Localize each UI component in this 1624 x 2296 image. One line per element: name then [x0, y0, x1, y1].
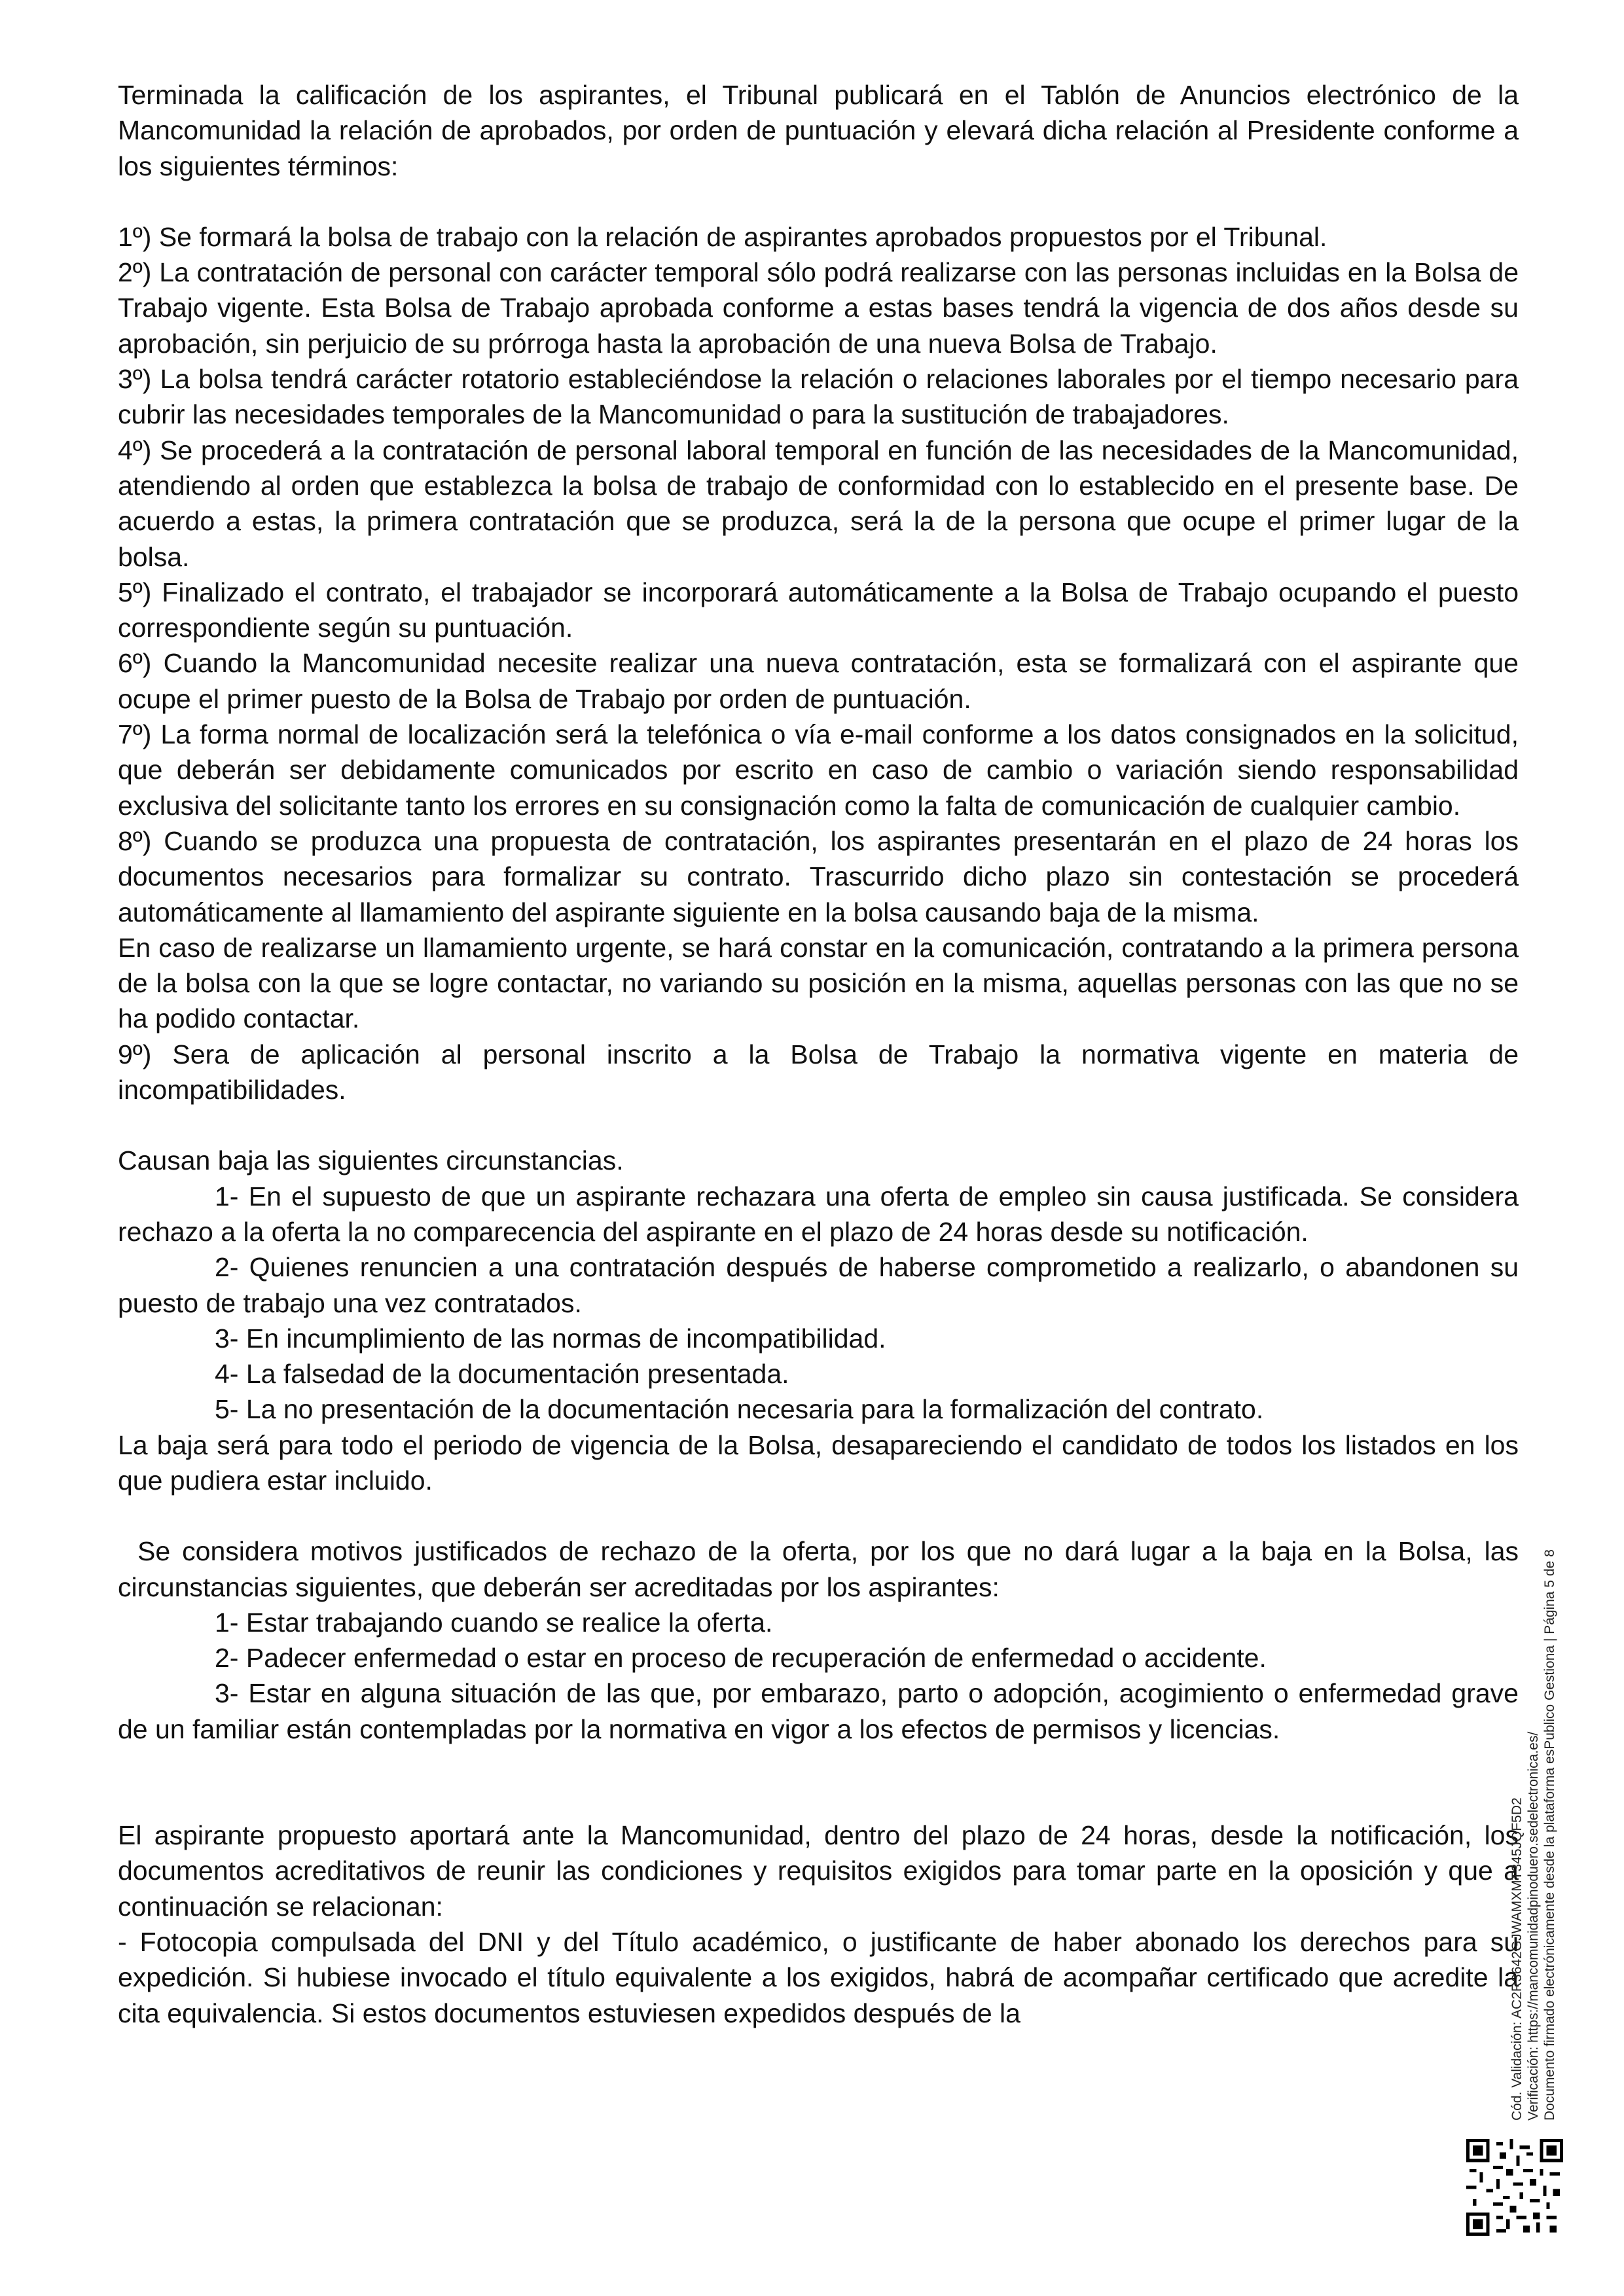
validation-code: Cód. Validación: AC2R3642GJWAMXMT345JQF5D2 — [1509, 1797, 1525, 2121]
verification-url: Verificación: https://mancomunidadpinoduero.sedelectronica.es/ — [1526, 1731, 1541, 2121]
spacer — [118, 1498, 1519, 1534]
term-8-urgent: En caso de realizarse un llamamiento urgente, se hará constar en la comunicación, contratando a la primera persona de la bolsa con la que se logre contactar, no variando su posición en la misma, aquellas personas con las que no se ha podido contactar. — [118, 932, 1519, 1034]
term-4: 4º) Se procederá a la contratación de personal laboral temporal en función de las necesidades de la Mancomunidad, atendiendo al orden que establezca la bolsa de trabajo de conformidad con lo establecido en el presente base. De acuerdo a estas, la primera contratación que se produzca, será la de la persona que ocupe el primer lugar de la bolsa. — [118, 435, 1519, 572]
term-8: 8º) Cuando se produzca una propuesta de contratación, los aspirantes presentarán en el plazo de 24 horas los documentos necesarios para formalizar su contrato. Trascurrido dicho plazo sin contestación se procederá automáticamente al llamamiento del aspirante siguiente en la bolsa causando baja de la misma. — [118, 825, 1519, 927]
motivo-item-1: 1- Estar trabajando cuando se realice la oferta. — [215, 1607, 773, 1638]
baja-item-2: 2- Quienes renuncien a una contratación después de haberse comprometido a realizarlo, o abandonen su puesto de trabajo una vez contratados. — [118, 1252, 1519, 1318]
verification-sidebar — [1509, 1549, 1558, 2121]
term-6: 6º) Cuando la Mancomunidad necesite realizar una nueva contratación, esta se formalizará con el aspirante que ocupe el primer puesto de la Bolsa de Trabajo por orden de puntuación. — [118, 648, 1519, 714]
baja-item-4: 4- La falsedad de la documentación presentada. — [215, 1359, 789, 1390]
motivos-intro: Se considera motivos justificados de rechazo de la oferta, por los que no dará lugar a la baja en la Bolsa, las circunstancias siguientes, que deberán ser acreditadas por los aspirantes: — [118, 1536, 1519, 1602]
term-2: 2º) La contratación de personal con carácter temporal sólo podrá realizarse con las personas incluidas en la Bolsa de Trabajo vigente. Esta Bolsa de Trabajo aprobada conforme a estas bases tendrá la vigencia de dos años desde su aprobación, sin perjuicio de su prórroga hasta la aprobación de una nueva Bolsa de Trabajo. — [118, 257, 1519, 359]
signature-note: Documento firmado electrónicamente desde la plataforma esPublico Gestiona | Página 5 de 8 — [1542, 1549, 1557, 2121]
spacer — [118, 1747, 1519, 1818]
intro-paragraph: Terminada la calificación de los aspirantes, el Tribunal publicará en el Tablón de Anuncios electrónico de la Mancomunidad la relación de aprobados, por orden de puntuación y elevará dicha relación al Presidente conforme a los siguientes términos: — [118, 80, 1519, 181]
aspirante-intro: El aspirante propuesto aportará ante la Mancomunidad, dentro del plazo de 24 horas, desde la notificación, los documentos acreditativos de reunir las condiciones y requisitos exigidos para tomar parte en la oposición y que a continuación se relacionan: — [118, 1820, 1519, 1922]
spacer — [118, 184, 1519, 219]
baja-item-1: 1- En el supuesto de que un aspirante rechazara una oferta de empleo sin causa justificada. Se considera rechazo a la oferta la no comparecencia del aspirante en el plazo de 24 horas desde su notificación. — [118, 1181, 1519, 1247]
term-3: 3º) La bolsa tendrá carácter rotatorio estableciéndose la relación o relaciones laborales por el tiempo necesario para cubrir las necesidades temporales de la Mancomunidad o para la sustitución de trabajadores. — [118, 364, 1519, 430]
document-item-1: - Fotocopia compulsada del DNI y del Título académico, o justificante de haber abonado los derechos para su expedición. Si hubiese invocado el título equivalente a los exigidos, habrá de acompañar certificado que acredite la cita equivalencia. Si estos documentos estuviesen expedidos después de la — [118, 1926, 1519, 2028]
motivo-item-2: 2- Padecer enfermedad o estar en proceso de recuperación de enfermedad o accidente. — [215, 1643, 1267, 1674]
qr-code-icon — [1466, 2139, 1563, 2236]
motivo-item-3: 3- Estar en alguna situación de las que, por embarazo, parto o adopción, acogimiento o enfermedad grave de un familiar están contempladas por la normativa en vigor a los efectos de permisos y licencias. — [118, 1678, 1519, 1744]
term-9: 9º) Sera de aplicación al personal inscrito a la Bolsa de Trabajo la normativa vigente en materia de incompatibilidades. — [118, 1039, 1519, 1105]
baja-item-5: 5- La no presentación de la documentación necesaria para la formalización del contrato. — [215, 1394, 1264, 1425]
term-1: 1º) Se formará la bolsa de trabajo con la relación de aspirantes aprobados propuestos por el Tribunal. — [118, 221, 1327, 252]
baja-item-3: 3- En incumplimiento de las normas de incompatibilidad. — [215, 1323, 886, 1354]
term-5: 5º) Finalizado el contrato, el trabajador se incorporará automáticamente a la Bolsa de Trabajo ocupando el puesto correspondiente según su puntuación. — [118, 577, 1519, 643]
baja-intro: Causan baja las siguientes circunstancias. — [118, 1145, 624, 1176]
baja-outro: La baja será para todo el periodo de vigencia de la Bolsa, desapareciendo el candidato de todos los listados en los que pudiera estar incluido. — [118, 1429, 1519, 1496]
document-body — [118, 77, 1519, 2031]
term-7: 7º) La forma normal de localización será la telefónica o vía e-mail conforme a los datos consignados en la solicitud, que deberán ser debidamente comunicados por escrito en caso de cambio o variación siendo responsabilidad exclusiva del solicitante tanto los errores en su consignación como la falta de comunicación de cualquier cambio. — [118, 719, 1519, 821]
spacer — [118, 1107, 1519, 1143]
